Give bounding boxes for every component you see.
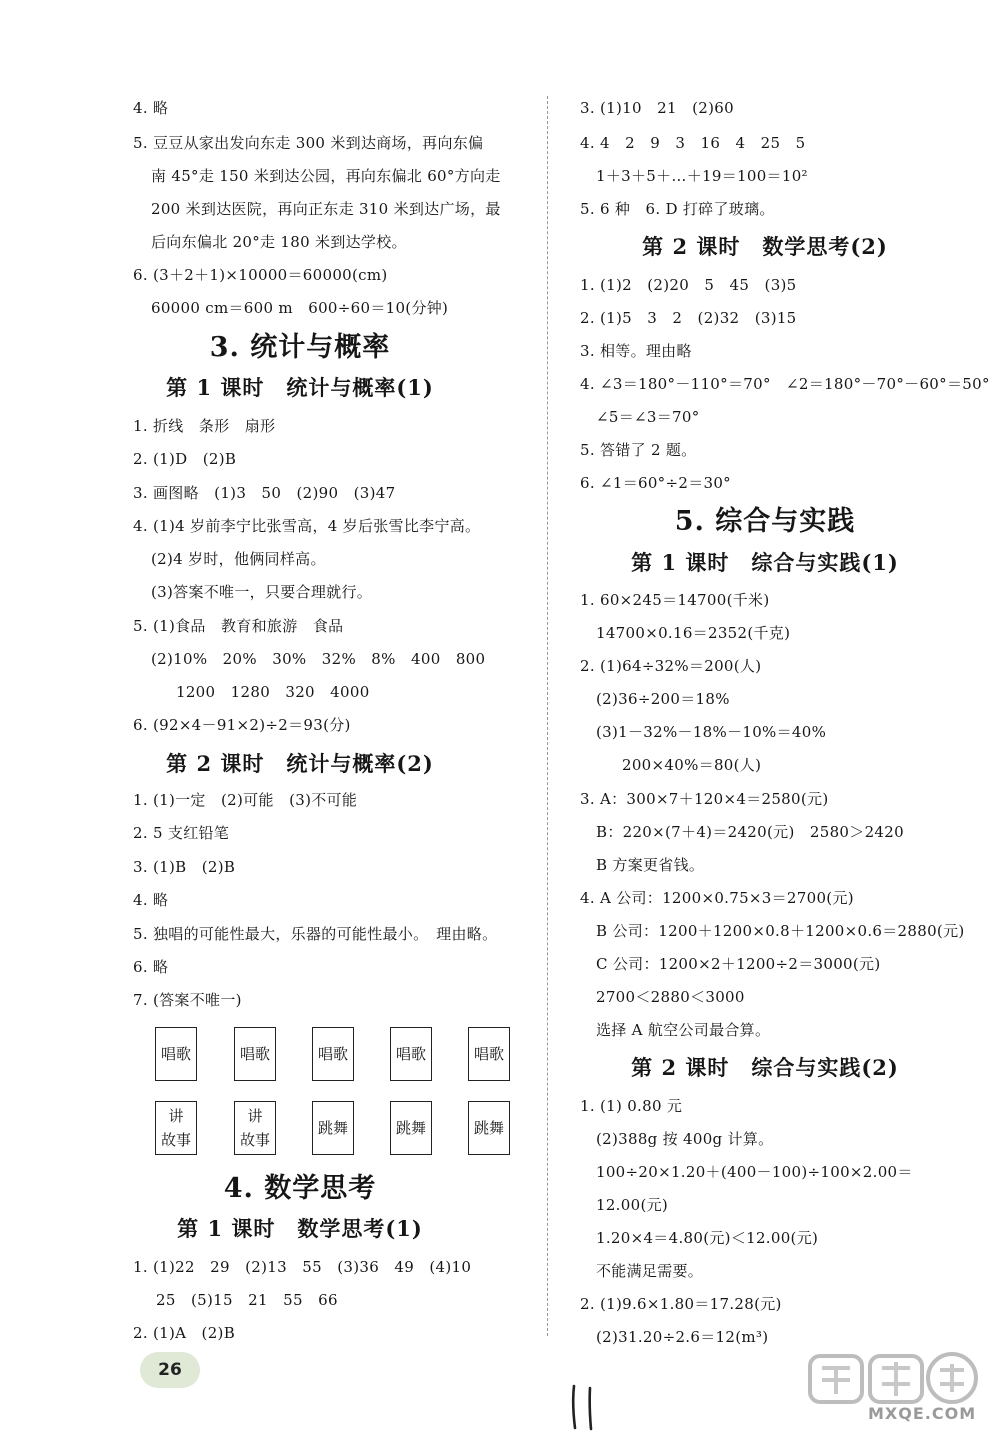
- answer-line: 南 45°走 150 米到达公园，再向东偏北 60°方向走: [151, 167, 501, 185]
- answer-line: 2700＜2880＜3000: [596, 988, 745, 1006]
- answer-line: 后向东偏北 20°走 180 米到达学校。: [151, 233, 407, 251]
- answer-line: (2)4 岁时，他俩同样高。: [151, 550, 326, 568]
- answer-line: (3)1－32%－18%－10%＝40%: [596, 723, 827, 741]
- lesson-heading: 第 1 课时 数学思考(1): [177, 1216, 423, 1241]
- answer-line: 6. 略: [133, 958, 169, 976]
- answer-line: 4. 略: [133, 99, 169, 117]
- answer-line: (2)388g 按 400g 计算。: [596, 1130, 774, 1148]
- activity-card: 跳舞: [468, 1101, 510, 1155]
- activity-card: 唱歌: [390, 1027, 432, 1081]
- activity-card: 唱歌: [234, 1027, 276, 1081]
- answer-line: 6. (92×4－91×2)÷2＝93(分): [133, 716, 351, 734]
- answer-line: 1. (1)一定 (2)可能 (3)不可能: [133, 791, 358, 809]
- activity-card: 讲 故事: [155, 1101, 197, 1155]
- answer-line: (2)36÷200＝18%: [596, 690, 730, 708]
- answer-line: 6. (3＋2＋1)×10000＝60000(cm): [133, 266, 388, 284]
- activity-card: 跳舞: [390, 1101, 432, 1155]
- answer-line: 2. (1)64÷32%＝200(人): [580, 657, 762, 675]
- answer-line: 6. ∠1＝60°÷2＝30°: [580, 474, 731, 492]
- answer-line: 3. (1)10 21 (2)60: [580, 99, 734, 117]
- answer-line: 5. 6 种 6. D 打碎了玻璃。: [580, 200, 775, 218]
- activity-card: 唱歌: [312, 1027, 354, 1081]
- answer-line: 4. 略: [133, 891, 169, 909]
- lesson-heading: 第 1 课时 统计与概率(1): [166, 375, 434, 400]
- answer-line: 25 (5)15 21 55 66: [156, 1291, 338, 1309]
- answer-line: 60000 cm＝600 m 600÷60＝10(分钟): [151, 299, 449, 317]
- answer-line: 5. (1)食品 教育和旅游 食品: [133, 617, 344, 635]
- answer-line: 2. (1)9.6×1.80＝17.28(元): [580, 1295, 782, 1313]
- answer-line: 7. (答案不唯一): [133, 991, 242, 1009]
- answer-line: 2. (1)5 3 2 (2)32 (3)15: [580, 309, 797, 327]
- section-heading: 3. 统计与概率: [209, 332, 391, 363]
- answer-line: 1. (1)22 29 (2)13 55 (3)36 49 (4)10: [133, 1258, 472, 1276]
- answer-line: 1. 折线 条形 扇形: [133, 417, 276, 435]
- answer-line: 1. (1) 0.80 元: [580, 1097, 683, 1115]
- answer-line: 1. 60×245＝14700(千米): [580, 591, 770, 609]
- page-number: 26: [140, 1352, 200, 1388]
- answer-line: 3. A：300×7＋120×4＝2580(元): [580, 790, 829, 808]
- watermark-url: MXQE.COM: [868, 1404, 977, 1423]
- lesson-heading: 第 2 课时 综合与实践(2): [631, 1055, 899, 1080]
- lesson-heading: 第 2 课时 统计与概率(2): [166, 751, 434, 776]
- answer-line: C 公司：1200×2＋1200÷2＝3000(元): [596, 955, 881, 973]
- answer-line: 2. 5 支红铅笔: [133, 824, 230, 842]
- answer-line: 4. A 公司：1200×0.75×3＝2700(元): [580, 889, 854, 907]
- answer-line: 200 米到达医院，再向正东走 310 米到达广场，最: [151, 200, 501, 218]
- answer-line: 不能满足需要。: [596, 1262, 704, 1280]
- answer-line: 200×40%＝80(人): [622, 756, 762, 774]
- answer-line: (3)答案不唯一，只要合理就行。: [151, 583, 373, 601]
- answer-line: 14700×0.16＝2352(千克): [596, 624, 791, 642]
- answer-line: 3. (1)B (2)B: [133, 858, 236, 876]
- answer-line: 5. 豆豆从家出发向东走 300 米到达商场，再向东偏: [133, 134, 484, 152]
- answer-line: 2. (1)D (2)B: [133, 450, 237, 468]
- answer-line: B 方案更省钱。: [596, 856, 705, 874]
- activity-card: 唱歌: [468, 1027, 510, 1081]
- lesson-heading: 第 1 课时 综合与实践(1): [631, 550, 899, 575]
- answer-line: B：220×(7＋4)＝2420(元) 2580＞2420: [596, 823, 904, 841]
- answer-line: 4. ∠3＝180°－110°＝70° ∠2＝180°－70°－60°＝50°: [580, 375, 990, 393]
- section-heading: 5. 综合与实践: [674, 506, 856, 537]
- answer-line: 1200 1280 320 4000: [176, 683, 370, 701]
- answer-line: 3. 相等。理由略: [580, 342, 692, 360]
- answer-line: 2. (1)A (2)B: [133, 1324, 236, 1342]
- answer-line: 选择 A 航空公司最合算。: [596, 1021, 771, 1039]
- answer-line: ∠5＝∠3＝70°: [596, 408, 700, 426]
- activity-card: 讲 故事: [234, 1101, 276, 1155]
- lesson-heading: 第 2 课时 数学思考(2): [642, 234, 888, 259]
- column-divider: [547, 96, 548, 1336]
- answer-line: B 公司：1200＋1200×0.8＋1200×0.6＝2880(元): [596, 922, 965, 940]
- answer-line: 3. 画图略 (1)3 50 (2)90 (3)47: [133, 484, 396, 502]
- section-heading: 4. 数学思考: [223, 1173, 377, 1204]
- answer-line: (2)31.20÷2.6＝12(m³): [596, 1328, 769, 1346]
- answer-line: 4. 4 2 9 3 16 4 25 5: [580, 134, 806, 152]
- activity-card: 唱歌: [155, 1027, 197, 1081]
- answer-line: 1. (1)2 (2)20 5 45 (3)5: [580, 276, 797, 294]
- activity-card: 跳舞: [312, 1101, 354, 1155]
- answer-line: 5. 答错了 2 题。: [580, 441, 697, 459]
- answer-line: 5. 独唱的可能性最大，乐器的可能性最小。 理由略。: [133, 925, 498, 943]
- answer-line: 1.20×4＝4.80(元)＜12.00(元): [596, 1229, 819, 1247]
- answer-line: (2)10% 20% 30% 32% 8% 400 800: [151, 650, 486, 668]
- answer-line: 100÷20×1.20＋(400－100)÷100×2.00＝: [596, 1163, 913, 1181]
- answer-line: 12.00(元): [596, 1196, 669, 1214]
- answer-line: 1＋3＋5＋…＋19＝100＝10²: [596, 167, 808, 185]
- answer-line: 4. (1)4 岁前李宁比张雪高，4 岁后张雪比李宁高。: [133, 517, 481, 535]
- handwritten-mark-icon: [560, 1382, 610, 1432]
